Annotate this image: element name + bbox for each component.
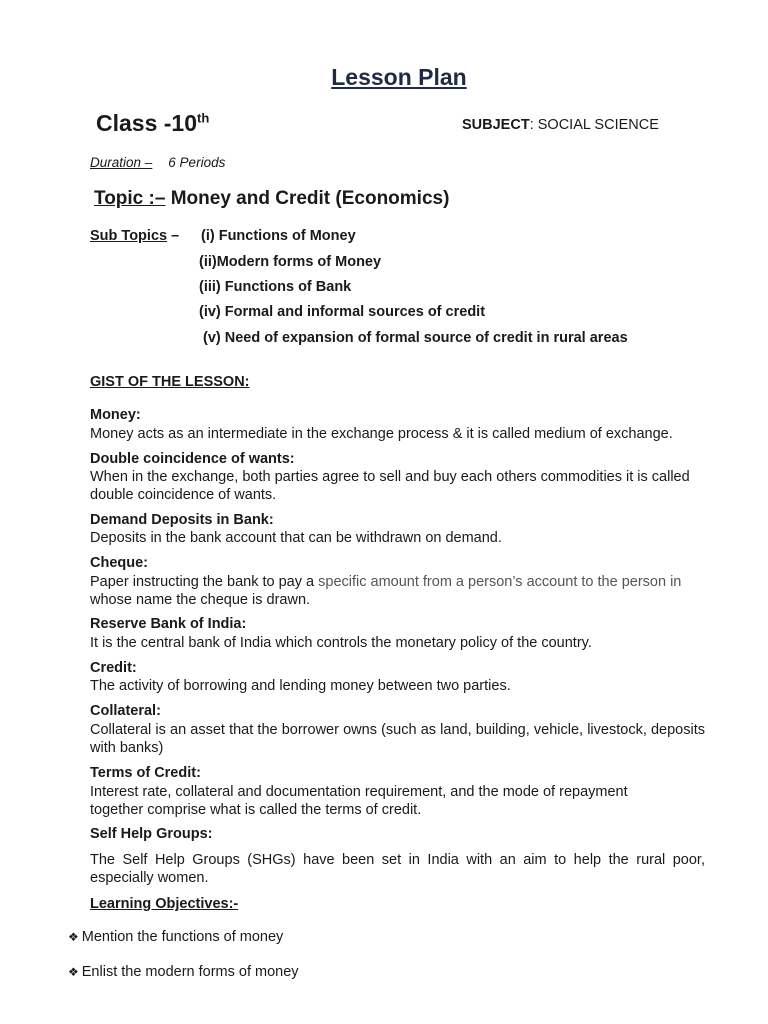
duration-line: [90, 155, 225, 170]
subtopics-label-text: Sub Topics: [90, 228, 168, 244]
definition-money: Money acts as an intermediate in the exchange process & it is called medium of exchange.: [90, 426, 673, 442]
subtopic-item: (i) Functions of Money: [201, 228, 356, 244]
definition-reserve-bank: It is the central bank of India which controls the monetary policy of the country.: [90, 635, 592, 651]
topic-line: [94, 188, 449, 210]
objective-text: Enlist the modern forms of money: [81, 964, 299, 980]
term-cheque: Cheque:: [90, 555, 148, 571]
objective-text: Mention the functions of money: [81, 929, 284, 945]
subtopic-item: (v) Need of expansion of formal source of credit in rural areas: [203, 330, 628, 346]
subtopic-item: (ii)Modern forms of Money: [199, 254, 382, 270]
definition-cheque-part2: specific amount from a person’s account to the person in: [318, 574, 682, 590]
learning-objectives-heading: Learning Objectives:-: [90, 896, 239, 912]
term-terms-of-credit: Terms of Credit:: [90, 765, 201, 781]
term-collateral: Collateral:: [90, 703, 161, 719]
definition-demand-deposits: Deposits in the bank account that can be withdrawn on demand.: [90, 530, 502, 546]
subtopics-label: [90, 228, 179, 244]
duration-label: Duration –: [90, 155, 153, 170]
subject-label: SUBJECT: [462, 117, 530, 133]
term-demand-deposits: Demand Deposits in Bank:: [90, 512, 274, 528]
term-credit: Credit:: [90, 660, 137, 676]
subtopic-item: (iv) Formal and informal sources of credit: [199, 304, 486, 320]
subtopics-dash: –: [167, 228, 180, 244]
term-reserve-bank: Reserve Bank of India:: [90, 616, 247, 632]
definition-self-help-groups: The Self Help Groups (SHGs) have been set in India with an aim to help the rural poor, especially women.: [90, 852, 705, 886]
class-text: Class -10: [96, 110, 198, 136]
document-title: Lesson Plan: [331, 64, 467, 90]
term-double-coincidence: Double coincidence of wants:: [90, 451, 295, 467]
topic-value: Money and Credit (Economics): [165, 188, 450, 209]
objective-item: [68, 964, 299, 980]
definition-cheque-part1: Paper instructing the bank to pay a: [90, 574, 319, 590]
diamond-bullet-icon: ❖: [68, 965, 79, 979]
term-self-help-groups: Self Help Groups:: [90, 826, 213, 842]
subject-line: [462, 117, 659, 133]
diamond-bullet-icon: ❖: [68, 930, 79, 944]
gist-heading: GIST OF THE LESSON:: [90, 374, 250, 390]
subject-value: : SOCIAL SCIENCE: [529, 117, 659, 133]
term-money: Money:: [90, 407, 141, 423]
definition-double-coincidence: When in the exchange, both parties agree to sell and buy each others commodities it is called double coincidence of wants.: [90, 469, 690, 503]
objective-item: [68, 929, 283, 945]
definition-credit: The activity of borrowing and lending money between two parties.: [90, 678, 511, 694]
topic-label: Topic :–: [94, 188, 166, 209]
class-superscript: th: [197, 110, 210, 126]
class-label: [96, 110, 209, 137]
duration-value: 6 Periods: [168, 155, 226, 170]
definition-cheque-part3: whose name the cheque is drawn.: [90, 592, 311, 608]
definition-collateral: Collateral is an asset that the borrower owns (such as land, building, vehicle, livestock, deposits with banks): [90, 722, 705, 756]
definition-terms-of-credit: Interest rate, collateral and documentation requirement, and the mode of repayment together comprise what is called the terms of credit.: [90, 784, 628, 818]
subtopic-item: (iii) Functions of Bank: [199, 279, 352, 295]
definition-cheque: [90, 573, 705, 609]
